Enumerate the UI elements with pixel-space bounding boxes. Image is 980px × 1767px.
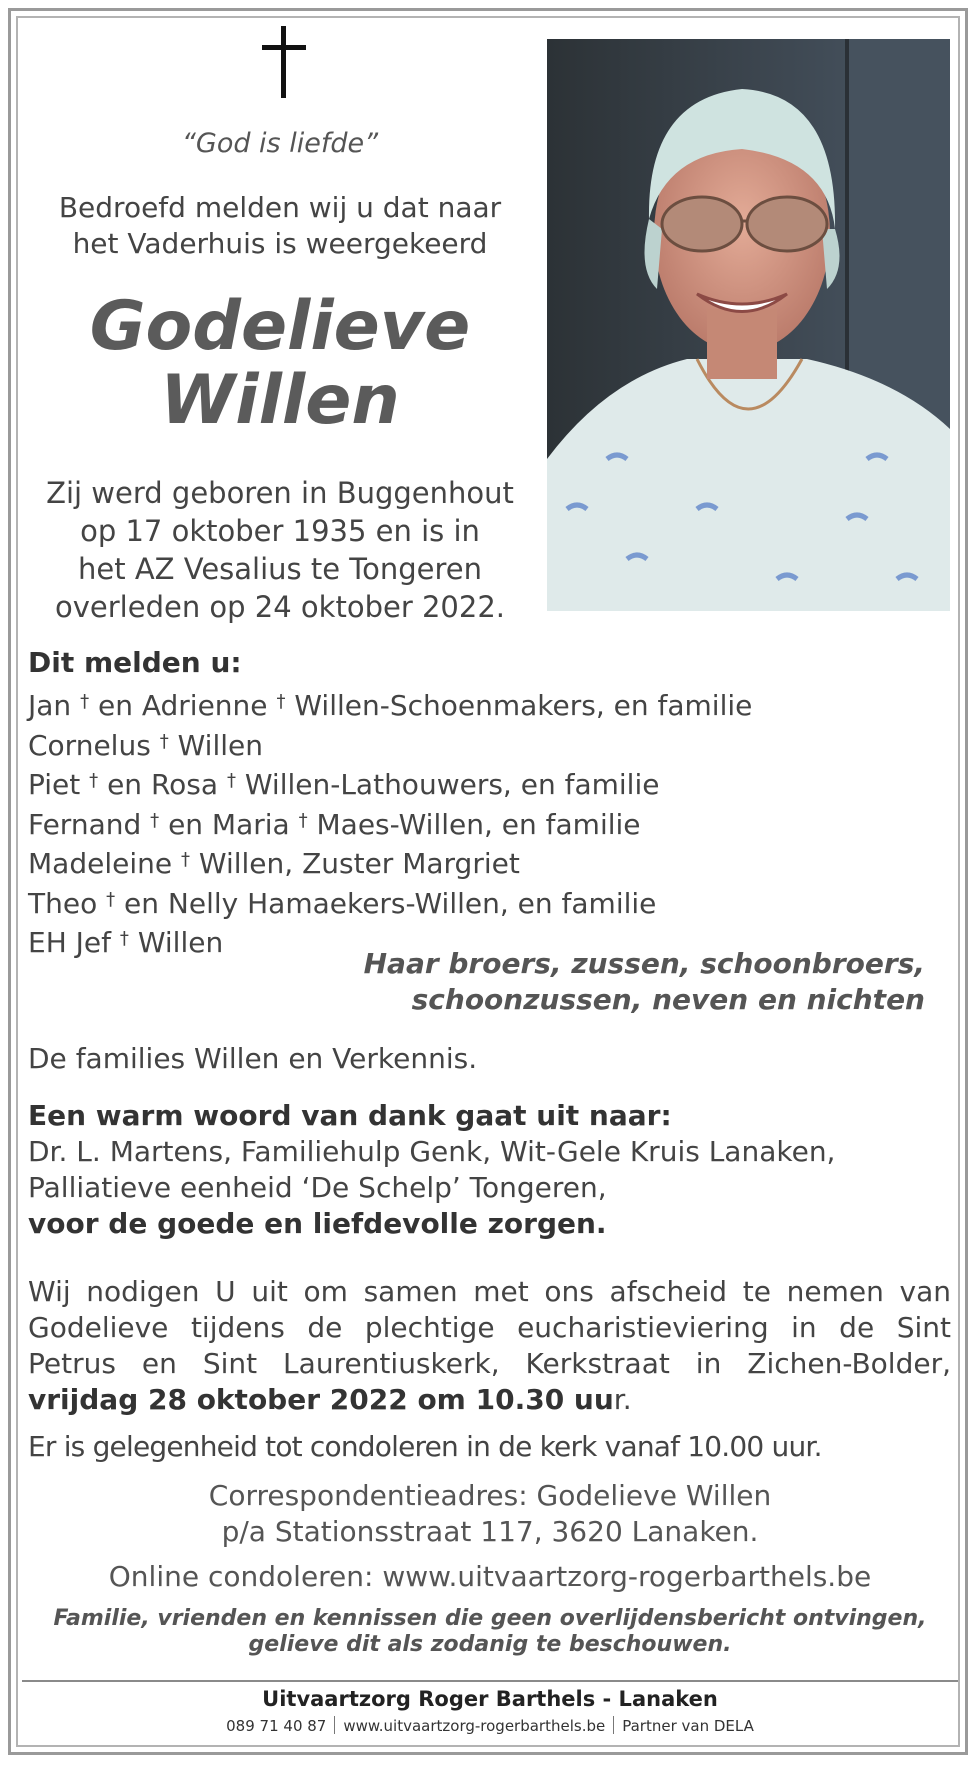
- announcers-title: Dit melden u:: [28, 646, 242, 679]
- phone-number: 089 71 40 87: [226, 1717, 327, 1735]
- thanks-title: Een warm woord van dank gaat uit naar:: [28, 1099, 672, 1132]
- thanks-section: Een warm woord van dank gaat uit naar: Dr. L. Martens, Familiehulp Genk, Wit-Gele Kruis Lanaken, Palliatieve eenheid ‘De Schelp’ Tongeren, voor de goede en liefdevolle zorgen.: [28, 1099, 836, 1240]
- website-link[interactable]: www.uitvaartzorg-rogerbarthels.be: [343, 1717, 606, 1735]
- dagger-icon: †: [150, 809, 160, 831]
- dagger-icon: †: [80, 691, 90, 712]
- partner-text: Partner van DELA: [622, 1717, 754, 1735]
- portrait-photo: [547, 39, 950, 611]
- dagger-icon: †: [298, 809, 308, 831]
- families-text: De families Willen en Verkennis.: [28, 1042, 478, 1075]
- list-item: Theo † en Nelly Hamaekers-Willen, en familie: [28, 886, 657, 920]
- notice-text: Familie, vrienden en kennissen die geen overlijdensbericht ontvingen, gelieve dit als zodanig te beschouwen.: [53, 1606, 927, 1657]
- dagger-icon: †: [106, 888, 116, 910]
- dagger-icon: †: [119, 928, 129, 949]
- separator: [334, 1716, 335, 1734]
- list-item: Madeleine † Willen, Zuster Margriet: [28, 847, 520, 880]
- service-date: vrijdag 28 oktober 2022 om 10.30 uu: [28, 1383, 614, 1416]
- cross-icon: [262, 26, 306, 98]
- deceased-name: [30, 287, 530, 440]
- dagger-icon: †: [89, 770, 99, 791]
- intro-text: Bedroefd melden wij u dat naar het Vaderhuis is weergekeerd: [58, 191, 502, 260]
- footer-contact: [0, 1716, 980, 1735]
- dagger-icon: †: [226, 770, 236, 791]
- dagger-icon: †: [276, 691, 286, 712]
- footer-divider: [22, 1680, 958, 1682]
- dagger-icon: †: [159, 730, 169, 752]
- list-item: EH Jef † Willen: [28, 926, 224, 959]
- separator: [613, 1716, 614, 1734]
- funeral-home-name: Uitvaartzorg Roger Barthels - Lanaken: [262, 1687, 718, 1711]
- birth-death-text: Zij werd geboren in Buggenhout op 17 oktober 1935 en is in het AZ Vesalius te Tongeren overleden op 24 oktober 2022.: [46, 476, 514, 624]
- list-item: Cornelus † Willen: [28, 728, 263, 762]
- thanks-closing: voor de goede en liefdevolle zorgen.: [28, 1207, 607, 1240]
- list-item: Piet † en Rosa † Willen-Lathouwers, en familie: [28, 768, 660, 801]
- siblings-text: Haar broers, zussen, schoonbroers, schoonzussen, neven en nichten: [363, 947, 925, 1016]
- invitation-text: Wij nodigen U uit om samen met ons afscheid te nemen van Godelieve tijdens de plechtige eucharistieviering in de Sint Petrus en Sint Laurentiuskerk, Kerkstraat in Zichen-Bolder, vrijdag 28 oktober 2022 om 10.30 uur.: [28, 1275, 951, 1416]
- list-item: Jan † en Adrienne † Willen-Schoenmakers, en familie: [28, 689, 753, 722]
- first-name: Godelieve: [89, 287, 471, 366]
- correspondence-address: Correspondentieadres: Godelieve Willen p/a Stationsstraat 117, 3620 Lanaken.: [208, 1479, 772, 1548]
- announcers-list: [28, 684, 752, 961]
- quote: “God is liefde”: [181, 128, 379, 159]
- online-condolence: Online condoleren: www.uitvaartzorg-rogerbarthels.be: [108, 1560, 872, 1593]
- list-item: Fernand † en Maria † Maes-Willen, en familie: [28, 807, 641, 841]
- condolence-text: Er is gelegenheid tot condoleren in de kerk vanaf 10.00 uur.: [28, 1430, 822, 1463]
- dagger-icon: †: [180, 849, 190, 870]
- last-name: Willen: [160, 361, 400, 440]
